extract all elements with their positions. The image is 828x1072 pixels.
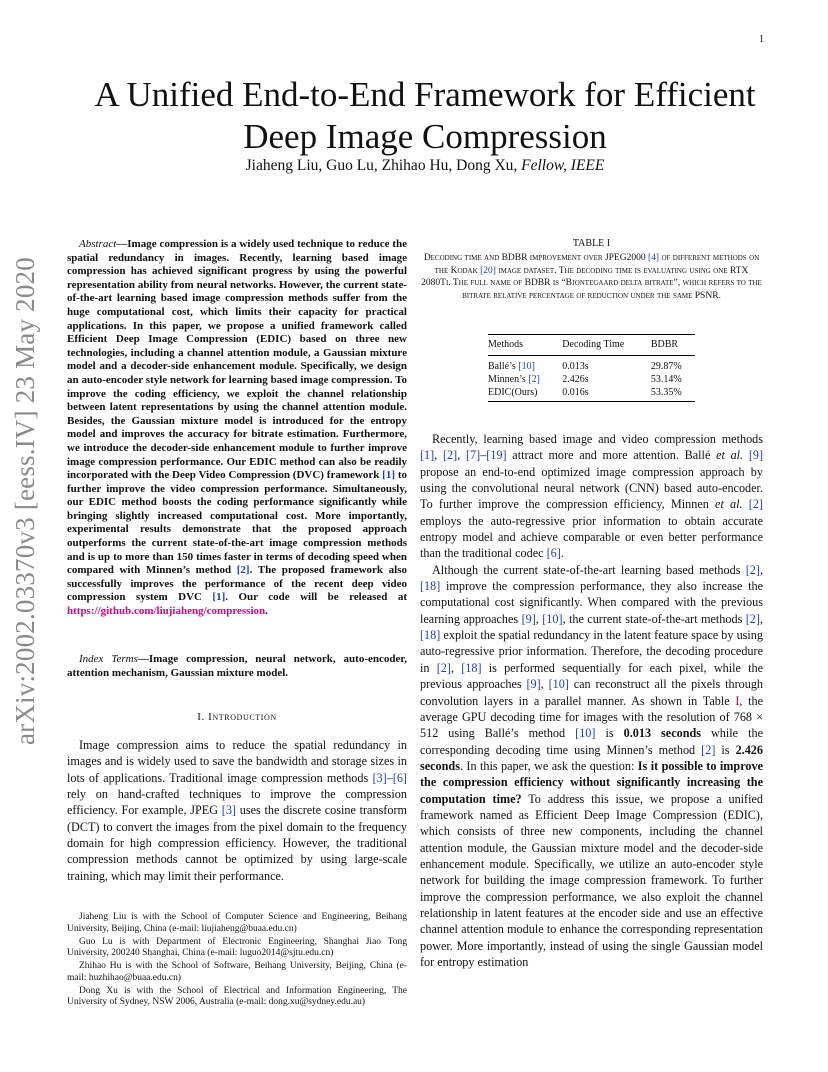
table-caption-c: image dataset. The decoding time is evaluating using one RTX 2080Ti. The full name of BDBR is “Bjontegaard delta bitrate”, which refers to the bitrate relative percentage of reduction under the same PSNR.: [421, 265, 762, 301]
abstract-text-2: to further improve the video compression performance. Simultaneously, our EDIC method boosts the coding performance significantly while bringing slightly increased computational cost. More importantly, experimental results demonstrate that the proposed approach outperforms the current state-of-the-art image compression methods and is up to more than 150 times faster in terms of decoding speed when compared with Minnen’s method: [67, 469, 407, 577]
intro-text-b: –: [386, 770, 393, 785]
table-row: [488, 373, 695, 386]
intro-paragraph: [67, 737, 407, 884]
text: while the corresponding decoding time using Minnen’s method: [420, 726, 763, 757]
text: –: [480, 448, 487, 463]
results-table: [488, 334, 695, 402]
method-name: EDIC(Ours): [488, 387, 538, 398]
authors-fellow: Fellow, IEEE: [521, 157, 605, 174]
citation[interactable]: [2]: [236, 564, 250, 577]
text: ,: [759, 562, 763, 577]
text: is: [595, 726, 624, 741]
table-header-row: [488, 335, 695, 356]
paragraph: [420, 431, 763, 562]
text: employs the auto-regressive prior information to obtain accurate entropy model and achieve comparable or even better performance than the traditional codec: [420, 513, 763, 561]
table-cell-bdbr: 53.14%: [650, 374, 682, 385]
intro-text-c: rely on hand-crafted techniques to improve the compression efficiency. For example, JPEG: [67, 787, 407, 818]
citation[interactable]: [7]: [465, 448, 481, 463]
footnote: Guo Lu is with Department of Electronic Engineering, Shanghai Jiao Tong University, 200240 Shanghai, China (e-mail: luguo2014@sjtu.edu.cn): [67, 936, 407, 958]
footnote: Jiaheng Liu is with the School of Computer Science and Engineering, Beihang University, Beijing, China (e-mail: liujiaheng@buaa.edu.cn): [67, 912, 407, 934]
citation[interactable]: [10]: [575, 726, 596, 741]
text: propose an end-to-end optimized image compression approach by using the convolutional neural network (CNN) based auto-encoder. To further improve the compression efficiency, Minnen: [420, 464, 763, 512]
citation[interactable]: [1]: [382, 469, 395, 482]
text: is: [715, 742, 736, 757]
text: is performed sequentially for each pixel, while the previous approaches: [420, 660, 764, 692]
text: can reconstruct all the pixels through convolution layers in a parallel manner. As shown in Table: [420, 677, 764, 708]
citation[interactable]: [20]: [480, 265, 496, 276]
right-column-text: [420, 431, 763, 970]
citation[interactable]: [18]: [420, 579, 441, 594]
citation[interactable]: [3]: [372, 770, 387, 785]
citation[interactable]: [3]: [221, 803, 236, 818]
citation[interactable]: [9]: [748, 448, 764, 463]
citation[interactable]: [1]: [420, 448, 435, 463]
table-cell-bdbr: 29.87%: [650, 361, 682, 372]
table-caption-b: of different methods on the Kodak: [434, 253, 760, 276]
abstract-text-1: —Image compression is a widely used technique to reduce the spatial redundancy in images. Recently, learning based image compression has achieved significant progress by using the powerful representation ability from neural networks. However, the current state-of-the-art learning based image compression methods suffer from the huge computational cost, which limits their capacity for practical applications. In this paper, we propose a unified framework called Efficient Deep Image Compression (EDIC) based on three new technologies, including a channel attention module, a Gaussian mixture model and a decoder-side enhancement module. Specifically, we design an auto-encoder style network for learning based image compression. To improve the coding efficiency, we exploit the channel relationship between latent representations by using the channel attention module. Besides, the Gaussian mixture model is introduced for the entropy model and improves the accuracy for bitrate estimation. Furthermore, we introduce the decoder-side enhancement module to further improve image compression performance. Our EDIC method can also be readily incorporated with the Deep Video Compression (DVC) framework: [67, 238, 407, 482]
citation[interactable]: [10]: [542, 611, 563, 626]
paper-title: [60, 74, 790, 158]
footnote: Zhihao Hu is with the School of Software, Beihang University, Beijing, China (e-mail: huzhihao@buaa.edu.cn): [67, 961, 407, 983]
code-url-link[interactable]: https://github.com/liujiaheng/compression: [67, 605, 266, 618]
paragraph: [420, 562, 763, 971]
citation[interactable]: [19]: [486, 448, 507, 463]
arxiv-id: arXiv:2002.03370v3 [eess.IV] 23 May 2020: [10, 257, 40, 745]
table-caption-a: Decoding time and BDBR improvement over JPEG2000: [423, 253, 648, 263]
citation[interactable]: [9]: [526, 677, 541, 692]
text-bold: 2.426 seconds: [420, 742, 763, 773]
text: , the average GPU decoding time for images with the resolution of 768 × 512 using Ballé’s method: [420, 693, 763, 741]
abstract-text-5: .: [265, 605, 268, 618]
text-italic: et al.: [716, 448, 744, 463]
abstract: [67, 238, 407, 619]
text: ,: [450, 660, 462, 675]
citation[interactable]: [2]: [745, 562, 760, 577]
table-header: Methods: [488, 339, 523, 350]
table-caption: [420, 252, 763, 302]
index-terms-text: —Image compression, neural network, auto-encoder, attention mechanism, Gaussian mixture model.: [67, 653, 407, 679]
page-number: 1: [759, 34, 764, 45]
table-cell-method: [488, 356, 562, 374]
citation[interactable]: [10]: [518, 361, 535, 372]
text: .: [560, 546, 564, 561]
citation[interactable]: [6]: [546, 546, 561, 561]
text: ,: [535, 611, 543, 626]
text: ,: [434, 448, 443, 463]
method-name: Ballé’s: [488, 361, 519, 372]
title-line-2: Deep Image Compression: [243, 117, 607, 156]
index-terms: [67, 653, 407, 680]
author-list: [60, 157, 790, 175]
section-heading: [67, 711, 407, 723]
text: exploit the spatial redundancy in the latent feature space by using auto-regressive prior information. Therefore, the decoding procedure in: [420, 628, 763, 675]
text: ,: [457, 448, 466, 463]
text: . In this paper, we ask the question:: [459, 758, 638, 773]
table-cell-bdbr: 53.35%: [650, 387, 682, 398]
citation[interactable]: [2]: [701, 742, 716, 757]
text: ,: [759, 611, 763, 626]
citation[interactable]: [9]: [521, 611, 536, 626]
title-line-1: A Unified End-to-End Framework for Efficient: [94, 75, 756, 114]
method-name: Minnen’s: [488, 374, 529, 385]
citation[interactable]: [2]: [436, 660, 451, 675]
text-italic: et al.: [715, 497, 743, 512]
section-heading-text: I. Introduction: [197, 711, 277, 723]
table-row: [488, 356, 695, 374]
text: improve the compression performance, they also increase the computational cost significantly. When compared with the previous learning approaches: [420, 579, 763, 626]
citation[interactable]: [6]: [392, 770, 407, 785]
citation[interactable]: [18]: [420, 628, 441, 643]
abstract-text-4: . Our code will be released at: [225, 591, 407, 604]
table-row: [488, 386, 695, 402]
citation[interactable]: [2]: [442, 448, 458, 463]
text: Although the current state-of-the-art learning based methods: [432, 562, 746, 577]
intro-text-a: Image compression aims to reduce the spatial redundancy in images and is widely used to save the bandwidth and storage sizes in lots of applications. Traditional image compression methods: [67, 738, 407, 785]
citation[interactable]: [10]: [548, 677, 569, 692]
text: ,: [540, 677, 549, 692]
citation[interactable]: [2]: [528, 374, 540, 385]
table-cell-method: [488, 373, 562, 386]
index-terms-label: Index Terms: [79, 653, 138, 665]
abstract-label: Abstract: [79, 238, 117, 250]
citation[interactable]: [2]: [748, 497, 763, 512]
table-cell-time: 0.016s: [562, 387, 589, 398]
table-cell-time: 2.426s: [562, 374, 589, 385]
authors-names: Jiaheng Liu, Guo Lu, Zhihao Hu, Dong Xu,: [245, 157, 518, 174]
footnote: Dong Xu is with the School of Electrical and Information Engineering, The University of Sydney, NSW 2006, Australia (e-mail: dong.xu@sydney.edu.au): [67, 985, 407, 1007]
citation[interactable]: [1]: [212, 591, 226, 604]
citation[interactable]: [2]: [745, 611, 760, 626]
text: , the current state-of-the-art methods: [562, 611, 746, 626]
text: Recently, learning based image and video compression methods: [432, 432, 763, 446]
citation[interactable]: [18]: [461, 660, 482, 675]
abstract-text-3: . The proposed framework also successfully improves the performance of the recent deep video compression system DVC: [67, 564, 407, 604]
table-header: BDBR: [650, 339, 679, 350]
table-cell-time: 0.013s: [562, 361, 589, 372]
table-header: Decoding Time: [562, 339, 625, 350]
intro-text-d: uses the discrete cosine transform (DCT) to convert the images from the pixel domain to the frequency domain for high compression efficiency. However, the traditional compression methods cannot be optimized by using large-scale training, which may limit their performance.: [67, 803, 407, 883]
citation[interactable]: [4]: [647, 253, 660, 263]
footnotes: [67, 912, 407, 1010]
text: To address this issue, we propose a unified framework named as Efficient Deep Image Compression (EDIC), which consists of three new components, including the channel attention module, the Gaussian mixture model and the decoder-side enhancement module. Specifically, we utilize an auto-encoder style network for building the image compression framework. To further improve the compression performance, we also exploit the channel relationship in latent features at the encoder side and use an effective channel attention module to enhance the corresponding representation power. More importantly, instead of using the single Gaussian model for entropy estimation: [420, 791, 763, 969]
text-bold: Is it possible to improve the compression efficiency without significantly increasing the computation time?: [420, 758, 763, 806]
text-bold: 0.013 seconds: [623, 726, 701, 741]
text: attract more and more attention. Ballé: [506, 448, 717, 463]
table-label: TABLE I: [572, 238, 611, 249]
table-reference-link[interactable]: I: [735, 693, 740, 708]
table-cell-method: [488, 386, 562, 402]
